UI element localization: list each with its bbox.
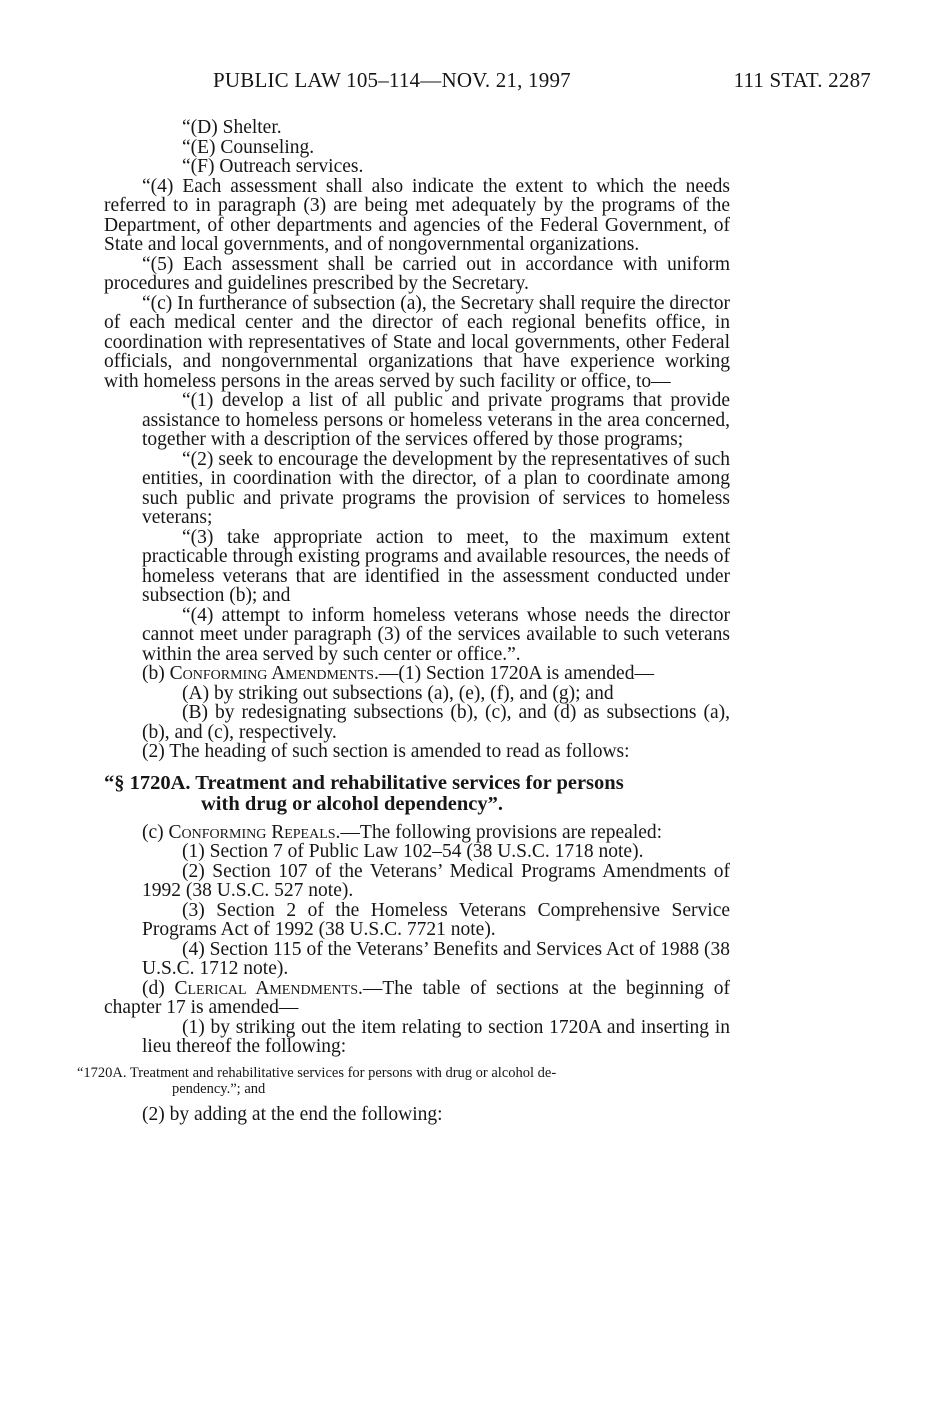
subsection-b-item-a: (A) by striking out subsections (a), (e), (f), and (g); and [182, 682, 614, 704]
subsection-b-text: .—(1) Section 1720A is amended— [373, 663, 654, 684]
toc-entry-line-2: pendency.”; and [172, 1080, 266, 1097]
subsection-d-item-2: (2) by adding at the end the following: [142, 1103, 443, 1125]
table-of-sections-entry [77, 1065, 730, 1097]
item-f-outreach: “(F) Outreach services. [182, 156, 364, 177]
subsection-d-item-1: (1) by striking out the item relating to section 1720A and inserting in lieu thereof the following: [142, 1016, 730, 1057]
subsection-c-conforming-repeals [104, 823, 730, 843]
subsection-c-heading: Conforming Repeals [168, 821, 336, 843]
subsection-c-item-1: “(1) develop a list of all public and private programs that provide assistance to homeless persons or homeless veterans in the area concerned, together with a description of the services offered by those programs; [142, 390, 730, 450]
running-header-title: PUBLIC LAW 105–114—NOV. 21, 1997 [213, 68, 571, 92]
subsection-c-label: (c) [142, 821, 169, 843]
subsection-c: “(c) In furtherance of subsection (a), the Secretary shall require the director of each medical center and the director of each regional benefits office, in coordination with representatives of State and local governments, other Federal officials, and nongovernmental organizations that have experience working with homeless persons in the areas served by such facility or office, to— [104, 292, 730, 392]
toc-entry-line-1: “1720A. Treatment and rehabilitative services for persons with drug or alcohol de- [77, 1064, 557, 1081]
subsection-d-clerical-amendments [104, 979, 730, 1018]
running-header-page-number: 111 STAT. 2287 [733, 68, 871, 92]
item-e-counseling: “(E) Counseling. [182, 136, 315, 158]
text-column [77, 117, 730, 1125]
repeal-item-3: (3) Section 2 of the Homeless Veterans Comprehensive Service Programs Act of 1992 (38 U.S.C. 7721 note). [142, 899, 730, 940]
repeal-item-1: (1) Section 7 of Public Law 102–54 (38 U.S.C. 1718 note). [182, 841, 644, 862]
item-d-shelter: “(D) Shelter. [182, 117, 282, 138]
subsection-b-item-b: (B) by redesignating subsections (b), (c), and (d) as subsections (a), (b), and (c), respectively. [142, 702, 730, 743]
subsection-d-heading: Clerical Amendments [174, 977, 359, 999]
section-heading-1720a [104, 773, 730, 815]
repeal-item-2: (2) Section 107 of the Veterans’ Medical Programs Amendments of 1992 (38 U.S.C. 527 note). [142, 860, 730, 901]
subsection-c-item-2: “(2) seek to encourage the development by the representatives of such entities, in coordination with the director, of a plan to coordinate among such public and private programs the provision of services to homeless veterans; [142, 448, 730, 528]
subsection-b-heading: Conforming Amendments [169, 663, 374, 684]
subsection-d-text: .—The table of sections at the beginning of chapter 17 is amended— [104, 977, 730, 1018]
subsection-b-item-2: (2) The heading of such section is amended to read as follows: [142, 741, 630, 762]
section-heading-line-2: with drug or alcohol dependency”. [201, 792, 504, 815]
subsection-c-item-3: “(3) take appropriate action to meet, to the maximum extent practicable through existing programs and available resources, the needs of homeless veterans that are identified in the assessment conducted under subsection (b); and [142, 526, 730, 606]
subsection-d-label: (d) [142, 977, 175, 999]
subsection-c-item-4: “(4) attempt to inform homeless veterans whose needs the director cannot meet under paragraph (3) of the services available to such veterans within the area served by such center or office.”. [142, 604, 730, 665]
subsection-b-conforming-amendments [104, 664, 730, 684]
section-heading-line-1: “§ 1720A. Treatment and rehabilitative services for persons [104, 771, 624, 794]
subsection-b-label: (b) [142, 663, 170, 684]
paragraph-5: “(5) Each assessment shall be carried out in accordance with uniform procedures and guidelines prescribed by the Secretary. [104, 253, 730, 294]
subsection-c-text: .—The following provisions are repealed: [335, 821, 663, 843]
repeal-item-4: (4) Section 115 of the Veterans’ Benefits and Services Act of 1988 (38 U.S.C. 1712 note). [142, 938, 730, 979]
paragraph-4: “(4) Each assessment shall also indicate the extent to which the needs referred to in paragraph (3) are being met adequately by the programs of the Department, of other departments and agencies of the Federal Government, of State and local governments, and of nongovernmental organizations. [104, 175, 730, 255]
